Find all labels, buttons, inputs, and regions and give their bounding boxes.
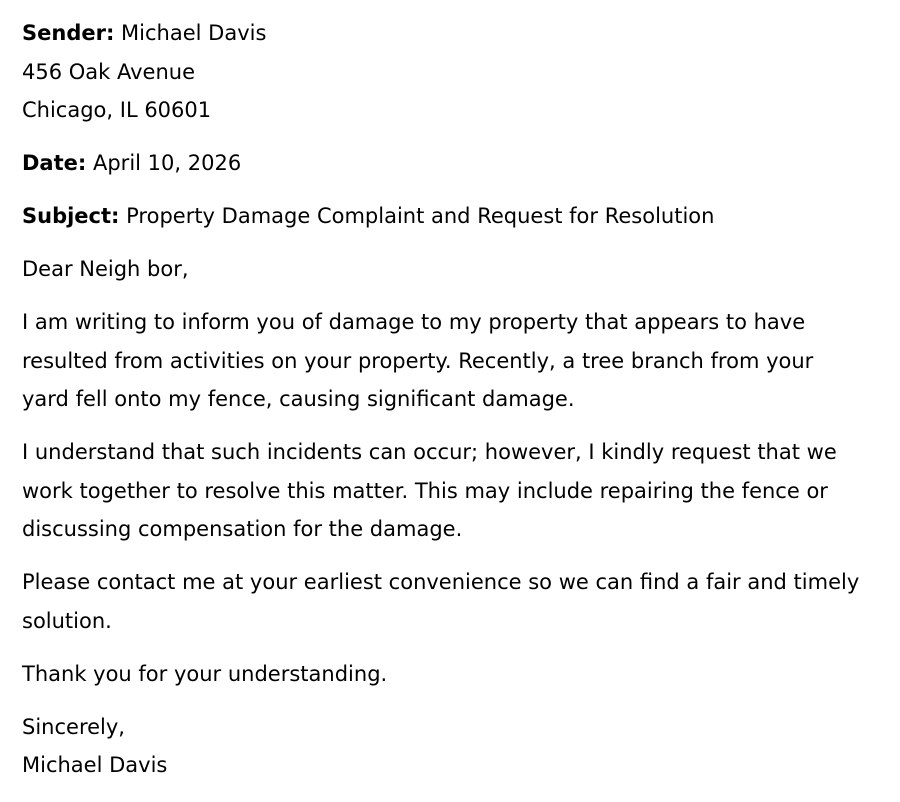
subject-line [22,197,878,236]
paragraph-1 [22,303,878,419]
date-value: April 10, 2026 [92,151,242,175]
date-line [22,144,878,183]
sender-line [22,14,878,53]
paragraph-3 [22,563,878,640]
sender-block [22,14,878,130]
subject-value: Property Damage Complaint and Request for Resolution [126,204,715,228]
paragraph-2-line-1: I understand that such incidents can occur; however, I kindly request that we [22,440,837,464]
salutation: Dear Neigh bor, [22,257,189,281]
closing-block [22,708,878,785]
subject-label: Subject: [22,204,120,228]
paragraph-2-line-2: work together to resolve this matter. This may include repairing the fence or [22,478,828,503]
sender-address-line2: Chicago, IL 60601 [22,98,212,122]
subject-block [22,197,878,236]
paragraph-1-line-3: yard fell onto my fence, causing significant damage. [22,387,575,411]
signature-name: Michael Davis [22,753,168,777]
paragraph-3-line-2: solution. [22,608,112,633]
thanks-line: Thank you for your understanding. [22,661,388,686]
sender-address-line1: 456 Oak Avenue [22,59,196,84]
date-block [22,144,878,183]
paragraph-2-line-3: discussing compensation for the damage. [22,517,463,541]
sender-label: Sender: [22,21,115,45]
valediction: Sincerely, [22,714,125,739]
paragraph-3-line-1: Please contact me at your earliest convenience so we can find a fair and timely [22,570,860,594]
paragraph-1-line-1: I am writing to inform you of damage to my property that appears to have [22,310,806,334]
paragraph-1-line-2: resulted from activities on your property. Recently, a tree branch from your [22,348,814,373]
paragraph-2 [22,433,878,549]
thanks-block [22,655,878,694]
salutation-block [22,250,878,289]
date-label: Date: [22,151,87,175]
sender-name: Michael Davis [121,21,267,45]
